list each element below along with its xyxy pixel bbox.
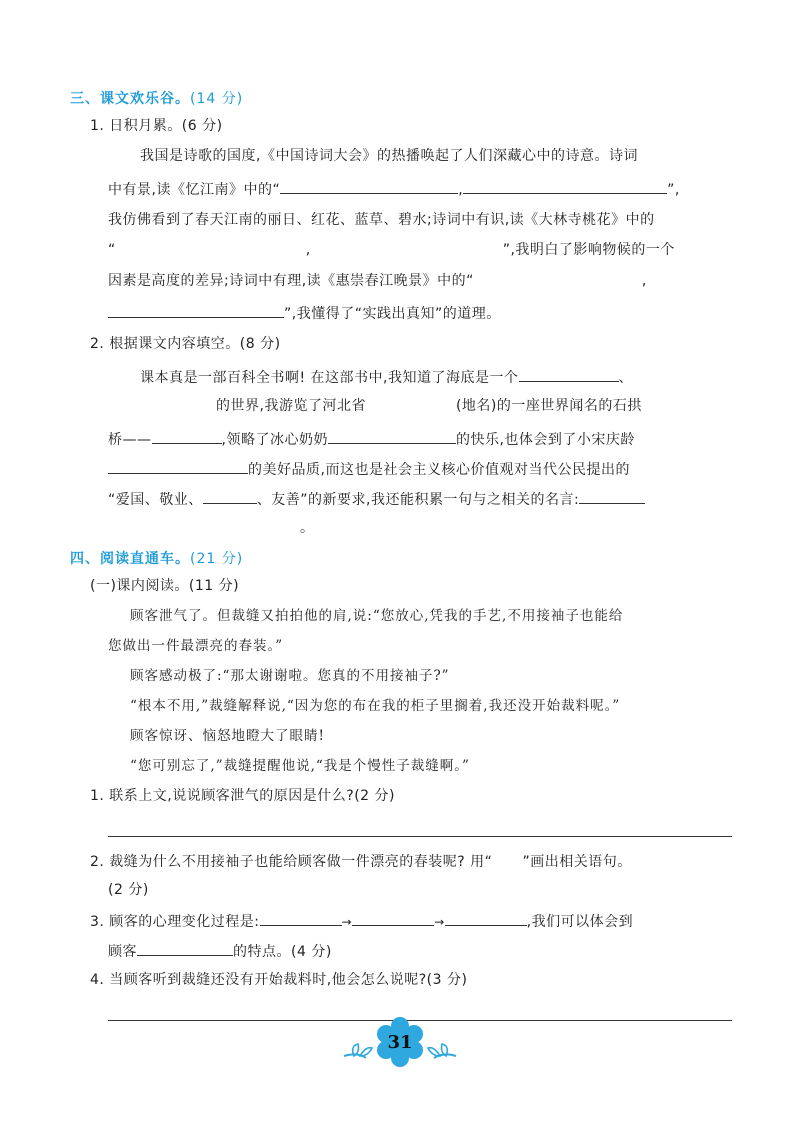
q3-2-title: 2. 根据课文内容填空。(8 分) [90,336,281,352]
q3-2-line5-text: “爱国、敬业、 [108,492,203,508]
arrow-right-icon: → [341,915,353,929]
question-3-end: ,我们可以体会到 [526,914,634,930]
q3-1-line5-text: 因素是高度的差异;诗词中有理,读《惠崇春江晚景》中的“ [108,273,474,289]
q3-2-line1-end: 、 [618,370,634,386]
blank-bridge[interactable] [152,428,222,444]
blank-value[interactable] [203,488,257,504]
reading-subtitle: (一)课内阅读。(11 分) [90,578,240,594]
blank-mood-1[interactable] [260,910,342,926]
answer-line-1[interactable] [108,836,732,837]
q3-1-line5 [108,271,647,291]
question-3-customer: 顾客 [108,944,137,960]
section-3-title: 三、课文欢乐谷。 [70,91,190,107]
q3-1-line6 [108,302,501,324]
q3-2-line3-text3: 的快乐,也体会到了小宋庆龄 [455,432,635,448]
arrow-right-icon: → [434,915,445,929]
q3-2-line3 [108,428,635,450]
blank-quality[interactable] [108,458,248,474]
question-3-text: 3. 顾客的心理变化过程是: [90,914,260,930]
q3-2-line5-text2: 、友善”的新要求,我还能积累一句与之相关的名言: [256,492,580,508]
quote-close: ”, [667,182,680,198]
page-number: 31 [387,1032,413,1053]
reading-p3: “根本不用,”裁缝解释说,“因为您的布在我的柜子里搁着,我还没开始裁料呢。” [130,698,621,714]
q3-2-line3-text2: ,领略了冰心奶奶 [221,432,328,448]
reading-p1a: 顾客泄气了。但裁缝又拍拍他的肩,说:“您放心,凭我的手艺,不用接袖子也能给 [130,608,624,624]
q3-2-line4-text: 的美好品质,而这也是社会主义核心价值观对当代公民提出的 [248,462,630,478]
q3-1-line2 [108,178,680,200]
question-3-end2: 的特点。(4 分) [233,944,332,960]
q3-2-line2 [108,396,642,416]
q3-1-line3: 我仿佛看到了春天江南的丽日、红花、蓝草、碧水;诗词中有识,读《大林寺桃花》中的 [108,212,655,228]
q3-2-line6: 。 [300,520,315,536]
q3-2-line1 [140,366,633,388]
comma: , [641,273,647,289]
blank-trait[interactable] [137,940,233,956]
blank-poem-6[interactable] [108,302,284,318]
question-1: 1. 联系上文,说说顾客泄气的原因是什么?(2 分) [90,788,395,804]
question-2-text: 2. 裁缝为什么不用接袖子也能给顾客做一件漂亮的春装呢? 用“ [90,854,493,870]
q3-2-line4 [108,458,630,480]
section-3-score: (14 分) [190,91,244,107]
q3-1-line4-end: ”,我明白了影响物候的一个 [502,242,675,258]
q3-1-line2-text: 中有景,读《忆江南》中的“ [108,182,281,198]
q3-1-line1: 我国是诗歌的国度,《中国诗词大会》的热播唤起了人们深藏心中的诗意。诗词 [140,148,638,164]
q3-1-line4 [108,240,675,260]
reading-p1b: 您做出一件最漂亮的春装。” [108,638,284,654]
question-2-score: (2 分) [108,882,149,898]
q3-1-line6-end: ”,我懂得了“实践出真知”的道理。 [284,306,501,322]
reading-p4: 顾客惊讶、恼怒地瞪大了眼睛! [130,728,325,744]
section-4-heading [70,548,243,568]
blank-quote[interactable] [579,488,645,504]
q3-2-line2-text2: (地名)的一座世界闻名的石拱 [455,398,642,414]
question-2 [90,852,632,872]
reading-p5: “您可别忘了,”裁缝提醒他说,“我是个慢性子裁缝啊。” [130,758,470,774]
q3-2-line5 [108,488,645,510]
blank-bingxin[interactable] [328,428,456,444]
section-3-heading [70,88,243,108]
q3-2-line3-text: 桥—— [108,432,152,448]
q3-2-line2-text: 的世界,我游览了河北省 [216,398,366,414]
question-3-line2 [108,940,332,962]
blank-seabed[interactable] [519,366,619,382]
quote-open: “ [108,242,116,258]
page-badge [340,1012,460,1072]
section-4-score: (21 分) [190,551,244,567]
q3-2-line1-text: 课本真是一部百科全书啊! 在这部书中,我知道了海底是一个 [140,370,519,386]
section-4-title: 四、阅读直通车。 [70,551,190,567]
q3-1-title: 1. 日积月累。(6 分) [90,118,223,134]
question-2-text2: ”画出相关语句。 [522,854,632,870]
reading-p2: 顾客感动极了:“那太谢谢啦。您真的不用接袖子?” [130,668,450,684]
question-3 [90,910,633,932]
blank-mood-2[interactable] [352,910,434,926]
comma: , [305,242,311,258]
question-4: 4. 当顾客听到裁缝还没有开始裁料时,他会怎么说呢?(3 分) [90,972,468,988]
comma: , [458,182,464,198]
blank-poem-1[interactable] [280,178,458,194]
blank-poem-2[interactable] [463,178,667,194]
blank-mood-3[interactable] [445,910,527,926]
